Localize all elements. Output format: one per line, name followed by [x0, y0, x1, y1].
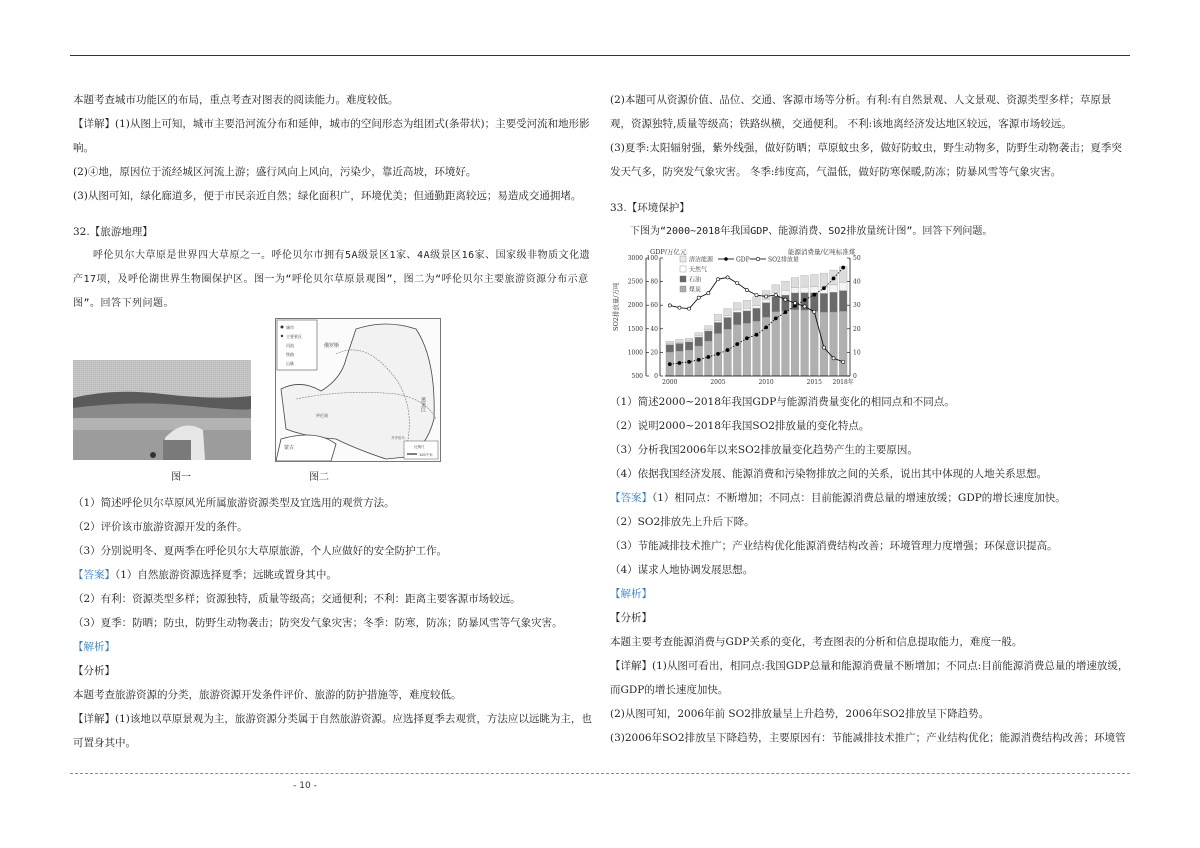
bar-segment-天然气	[839, 282, 847, 290]
energy-tick-label: 40	[853, 278, 861, 286]
data-point-GDP	[707, 355, 710, 358]
data-point-GDP	[687, 360, 690, 363]
bar-segment-清洁能源	[753, 297, 761, 306]
bar-segment-煤炭	[733, 325, 741, 376]
question-item: （4）依据我国经济发展、能源消费和污染物排放之间的关系，说出其中体现的人地关系思想。	[610, 468, 1048, 480]
bar-segment-煤炭	[724, 329, 732, 376]
energy-tick-label: 0	[853, 373, 857, 380]
bar-segment-石油	[782, 295, 790, 311]
bar-segment-天然气	[695, 336, 703, 337]
so2-axis-title: SO2排放量/万吨	[612, 282, 620, 331]
bar-segment-石油	[839, 291, 847, 312]
grassland-photo-image	[73, 360, 251, 460]
data-point-SO2排放量	[707, 292, 710, 295]
data-point-SO2排放量	[813, 310, 816, 313]
data-point-GDP	[678, 361, 681, 364]
bar-segment-清洁能源	[820, 273, 828, 287]
text-line: 【详解】(1)从图上可知，城市主要沿河流分布和延伸，城市的空间形态为组团式(条带状)；主要受河流和地形影响。	[73, 118, 590, 154]
bar-segment-石油	[714, 322, 722, 333]
bar-segment-清洁能源	[685, 338, 693, 341]
gdp-tick-label: 60	[650, 302, 658, 310]
legend-label: 石油	[689, 276, 702, 284]
question-item: （2）评价该市旅游资源开发的条件。	[73, 521, 248, 533]
data-point-SO2排放量	[803, 305, 806, 308]
bar-segment-清洁能源	[772, 285, 780, 293]
data-point-SO2排放量	[745, 288, 748, 291]
data-point-GDP	[832, 277, 835, 280]
energy-gdp-so2-chart	[610, 246, 875, 386]
x-tick-label: 2015	[806, 379, 822, 386]
data-point-SO2排放量	[784, 298, 787, 301]
so2-tick-label: 3000	[627, 255, 643, 262]
map-scale-label: 比例尺	[414, 445, 425, 449]
figure-2-caption: 图二	[309, 472, 329, 483]
data-point-SO2排放量	[793, 302, 796, 305]
detail-text: (2)从图可知，2006年前 SO2排放量呈上升趋势，2006年SO2排放呈下降趋势。	[610, 708, 990, 720]
detail-text: 【详解】(1)从图可看出，相同点:我国GDP总量和能源消费量不断增加；不同点:目前能源消费总量的增速放缓，而GDP的增长速度加快。	[610, 660, 1129, 696]
data-point-SO2排放量	[822, 346, 825, 349]
bar-segment-石油	[666, 345, 674, 353]
chart-svg	[610, 246, 875, 386]
figures-32	[73, 316, 593, 491]
text-line: (2)④地，原因位于流经城区河流上游；盛行风向上风向，污染少，靠近高坡，环境好。	[73, 166, 477, 178]
answer-item: （1）自然旅游资源选择夏季；远眺或置身其中。	[115, 569, 337, 581]
tourism-map	[275, 318, 441, 462]
bar-segment-天然气	[830, 285, 838, 292]
data-point-GDP	[803, 298, 806, 301]
gdp-axis-title: GDP/万亿元	[650, 248, 687, 256]
question-item: （1）简述2000~2018年我国GDP与能源消费量变化的相同点和不同点。	[610, 396, 955, 408]
gdp-tick-label: 40	[650, 325, 658, 333]
data-point-GDP	[755, 333, 758, 336]
analysis-label: 【解析】	[73, 641, 115, 653]
question-item: （3）分别说明冬、夏两季在呼伦贝尔大草原旅游，个人应做好的安全防护工作。	[73, 545, 448, 557]
bar-segment-天然气	[743, 308, 751, 311]
map-legend-item: 铁路	[286, 352, 294, 357]
bar-segment-清洁能源	[666, 341, 674, 344]
gdp-tick-label: 0	[654, 373, 658, 380]
bar-segment-煤炭	[839, 311, 847, 376]
bar-segment-清洁能源	[733, 303, 741, 310]
x-tick-label: 2000	[662, 379, 678, 386]
bar-segment-天然气	[810, 287, 818, 293]
page-number: - 10 -	[293, 781, 317, 791]
legend-swatch-coal	[680, 286, 686, 292]
fenxi-label: 【分析】	[73, 665, 115, 677]
legend-label: SO2排放量	[768, 256, 799, 264]
bar-segment-石油	[733, 312, 741, 325]
answer-item: （2）有利：资源类型多样；资源独特，质量等级高；交通便利；不利：距离主要客源市场较远。	[73, 593, 521, 605]
footer-rule	[70, 773, 1130, 774]
figure-1-caption: 图一	[171, 472, 191, 483]
question-item: （3）分析我国2006年以来SO2排放量变化趋势产生的主要原因。	[610, 444, 918, 456]
energy-tick-label: 10	[853, 349, 861, 357]
x-tick-label: 2005	[710, 379, 726, 386]
answer-item: （1）相同点：不断增加；不同点：目前能源消费总量的增速放缓；GDP的增长速度加快。	[652, 492, 1066, 504]
data-point-SO2排放量	[755, 293, 758, 296]
question-32-intro: 呼伦贝尔大草原是世界四大草原之一。呼伦贝尔市拥有5A级景区1家、4A级景区16家、国家级非物质文化遗产17项，及呼伦湖世界生物圈保护区。图一为“呼伦贝尔草原景观图”，图二为“呼伦贝尔主要旅游资源分布示意图”。回答下列问题。	[73, 250, 591, 309]
so2-tick-label: 2500	[627, 278, 643, 286]
fenxi-text: 本题考查旅游资源的分类，旅游资源开发条件评价、旅游的防护措施等，难度较低。	[73, 689, 462, 701]
legend-swatch-oil	[680, 276, 686, 282]
gdp-tick-label: 80	[650, 278, 658, 286]
map-legend-item: 城市	[286, 325, 294, 330]
bar-segment-煤炭	[830, 312, 838, 376]
map-label-hulun-lake: 呼伦湖	[316, 413, 328, 418]
data-point-GDP	[774, 317, 777, 320]
bar-segment-石油	[676, 343, 684, 351]
data-point-SO2排放量	[726, 276, 729, 279]
bar-segment-清洁能源	[724, 309, 732, 316]
data-point-SO2排放量	[687, 307, 690, 310]
bar-segment-清洁能源	[743, 300, 751, 308]
data-point-SO2排放量	[697, 296, 700, 299]
data-point-SO2排放量	[716, 278, 719, 281]
data-point-GDP	[784, 311, 787, 314]
map-label-russia: 俄罗斯	[324, 343, 340, 349]
bar-segment-清洁能源	[801, 275, 809, 287]
bar-segment-石油	[772, 296, 780, 311]
bar-segment-石油	[695, 337, 703, 346]
data-point-SO2排放量	[765, 295, 768, 298]
answer-item: （3）节能减排技术推广；产业结构优化能源消费结构改善；环境管理力度增强；环保意识提高。	[610, 540, 1058, 552]
x-tick-label: 2010	[758, 379, 774, 386]
bar-segment-石油	[743, 311, 751, 324]
answer-item: （2）SO2排放先上升后下降。	[610, 516, 755, 528]
legend-label: GDP	[736, 256, 750, 264]
bar-segment-石油	[820, 293, 828, 312]
data-point-SO2排放量	[832, 357, 835, 360]
question-item: （2）说明2000~2018年我国SO2排放量的变化特点。	[610, 420, 870, 432]
map-scale-value: 100千米	[419, 453, 433, 457]
bar-segment-煤炭	[801, 310, 809, 376]
bar-segment-石油	[724, 317, 732, 329]
grassland-photo	[73, 360, 251, 460]
so2-tick-label: 2000	[627, 302, 643, 310]
right-column	[610, 88, 1130, 750]
legend-label: 煤炭	[689, 286, 702, 294]
bar-segment-天然气	[801, 287, 809, 293]
data-point-GDP	[736, 343, 739, 346]
answer-item: （4）谋求人地协调发展思想。	[610, 564, 754, 576]
bar-segment-天然气	[791, 288, 799, 293]
bar-segment-石油	[762, 303, 770, 318]
legend-so2-marker	[756, 257, 760, 261]
data-point-GDP	[745, 337, 748, 340]
data-point-GDP	[765, 326, 768, 329]
data-point-GDP	[813, 293, 816, 296]
so2-tick-label: 1500	[627, 325, 643, 333]
legend-gdp-marker	[724, 257, 728, 261]
bar-segment-清洁能源	[714, 314, 722, 320]
bar-segment-石油	[704, 331, 712, 341]
text-line: (3)夏季:太阳辐射强，紫外线强，做好防晒；草原蚊虫多，做好防蚊虫，野生动物多，防野生动物袭击；夏季突发天气多，防突发气象灾害。 冬季:纬度高，气温低，做好防寒保暖,防冻；防暴风雪等气象灾害。	[610, 142, 1122, 178]
bar-segment-煤炭	[782, 311, 790, 376]
answer-label: 【答案】	[610, 492, 652, 504]
bar-segment-天然气	[724, 316, 732, 318]
bar-segment-天然气	[704, 330, 712, 331]
bar-segment-清洁能源	[810, 275, 818, 287]
bar-segment-天然气	[714, 321, 722, 323]
bar-segment-石油	[830, 292, 838, 312]
tourism-map-image	[276, 319, 440, 461]
bar-segment-清洁能源	[782, 281, 790, 290]
so2-tick-label: 1000	[627, 349, 643, 357]
data-point-SO2排放量	[842, 360, 845, 363]
legend-swatch-gas	[680, 266, 686, 272]
bar-segment-煤炭	[772, 312, 780, 376]
bar-segment-煤炭	[820, 312, 828, 376]
bar-segment-天然气	[782, 290, 790, 295]
bar-segment-煤炭	[753, 321, 761, 376]
header-rule	[70, 55, 1130, 56]
legend-label: 清洁能源	[689, 256, 714, 264]
data-point-SO2排放量	[736, 282, 739, 285]
bar-segment-天然气	[753, 305, 761, 308]
data-point-GDP	[842, 266, 845, 269]
map-legend-item: 河流	[286, 343, 294, 348]
question-item: （1）简述呼伦贝尔草原风光所属旅游资源类型及宜选用的观赏方法。	[73, 497, 395, 509]
bar-segment-煤炭	[743, 323, 751, 376]
map-label-mongolia: 蒙古	[284, 445, 295, 451]
detail-text: (3)2006年SO2排放呈下降趋势，主要原因有：节能减排技术推广；产业结构优化；能源消费结构改善；环境管	[610, 732, 1126, 744]
map-label-heilongjiang: 黑龙江	[420, 397, 426, 412]
bar-segment-石油	[753, 308, 761, 321]
answer-label: 【答案】	[73, 569, 115, 581]
energy-tick-label: 20	[853, 325, 861, 333]
gdp-tick-label: 100	[646, 255, 658, 262]
data-point-GDP	[697, 358, 700, 361]
map-label-qiqihar: 齐齐哈尔	[391, 436, 405, 440]
bar-segment-清洁能源	[704, 326, 712, 330]
legend-label: 天然气	[689, 266, 708, 274]
bar-segment-天然气	[762, 299, 770, 302]
answer-item: （3）夏季：防晒；防虫，防野生动物袭击；防突发气象灾害；冬季：防寒，防冻；防暴风雪等气象灾害。	[73, 617, 563, 629]
analysis-label: 【解析】	[610, 588, 652, 600]
data-point-GDP	[716, 352, 719, 355]
question-33-intro: 下图为“2000~2018年我国GDP、能源消费、SO2排放量统计图”。回答下列问题。	[630, 226, 993, 237]
energy-axis-title: 能源消费量/亿吨标准煤	[788, 248, 856, 256]
data-point-SO2排放量	[678, 306, 681, 309]
bar-segment-清洁能源	[695, 333, 703, 336]
data-point-SO2排放量	[668, 304, 671, 307]
question-33-title: 33.【环境保护】	[610, 202, 690, 214]
so2-tick-label: 500	[631, 373, 643, 380]
text-line: 本题考查城市功能区的布局，重点考查对图表的阅读能力。难度较低。	[73, 94, 399, 106]
bar-segment-清洁能源	[791, 278, 799, 288]
left-column	[73, 88, 593, 755]
gdp-tick-label: 20	[650, 349, 658, 357]
map-legend-item: 山脉	[286, 361, 294, 366]
x-tick-label: 2018年	[832, 379, 854, 386]
data-point-GDP	[668, 363, 671, 366]
energy-tick-label: 50	[853, 255, 861, 262]
data-point-SO2排放量	[774, 293, 777, 296]
bar-segment-天然气	[733, 310, 741, 312]
bar-segment-石油	[685, 342, 693, 350]
bar-segment-清洁能源	[676, 339, 684, 342]
text-line: (3)从图可知，绿化廊道多，便于市民亲近自然；绿化面积广，环境优美；但通勤距离较远；易造成交通拥堵。	[73, 190, 582, 202]
bar-segment-煤炭	[791, 310, 799, 376]
data-point-GDP	[822, 287, 825, 290]
detail-text: 【详解】(1)该地以草原景观为主，旅游资源分类属于自然旅游资源。应选择夏季去观赏，方法应以远眺为主，也可置身其中。	[73, 713, 592, 749]
fenxi-label: 【分析】	[610, 612, 652, 624]
map-legend-item: 主要景区	[286, 334, 302, 339]
energy-tick-label: 30	[853, 302, 861, 310]
data-point-GDP	[726, 348, 729, 351]
fenxi-text: 本题主要考查能源消费与GDP关系的变化，考查图表的分析和信息提取能力，难度一般。	[610, 636, 1023, 648]
text-line: (2)本题可从资源价值、品位、交通、客源市场等分析。有利:有自然景观、人文景观、资源类型多样；草原景观，资源独特,质量等级高；铁路纵横，交通便利。 不利:该地离经济发达地区较远，客源市场较远。	[610, 94, 1112, 130]
legend-swatch-clean	[680, 256, 686, 262]
question-32-title: 32.【旅游地理】	[73, 226, 153, 238]
